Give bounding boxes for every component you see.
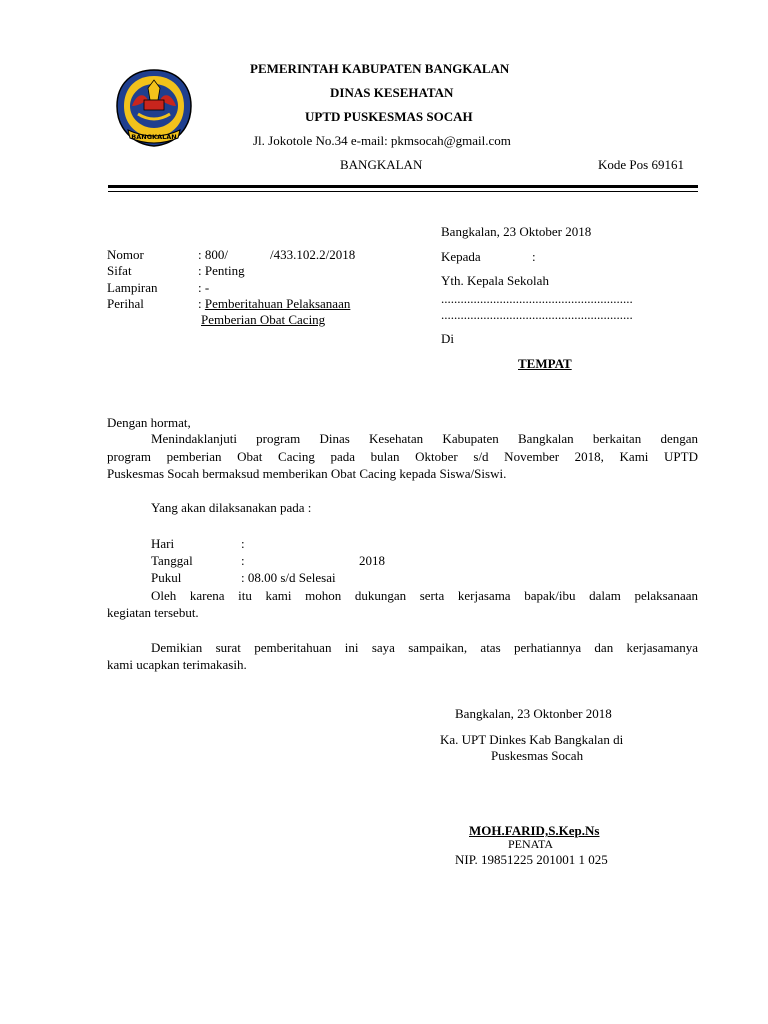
sifat-value: : Penting [198, 263, 245, 278]
lampiran-value: : - [198, 280, 210, 295]
bangkalan-emblem-icon [114, 66, 194, 150]
letterhead-office: UPTD PUSKESMAS SOCAH [305, 109, 473, 124]
tanggal-year: 2018 [359, 553, 385, 568]
pukul-value: : 08.00 s/d Selesai [241, 570, 336, 585]
recipient-name: Yth. Kepala Sekolah [441, 273, 549, 288]
tanggal-value: : [241, 553, 245, 568]
letterhead-city: BANGKALAN [340, 157, 423, 172]
kepada-colon: : [532, 249, 536, 264]
perihal-value [198, 296, 350, 312]
nomor-label: Nomor [107, 247, 144, 262]
paragraph-2-line-1: Oleh karena itu kami mohon dukungan serta kerjasama bapak/ibu dalam pelaksanaan [151, 588, 698, 603]
letterhead-postal-code: Kode Pos 69161 [598, 157, 684, 172]
signature-date: Bangkalan, 23 Oktonber 2018 [455, 706, 612, 721]
signer-rank: PENATA [508, 837, 554, 851]
letterhead-address: Jl. Jokotole No.34 e-mail: pkmsocah@gmail.com [253, 133, 511, 148]
paragraph-2-line-2: kegiatan tersebut. [107, 605, 199, 620]
signer-name: MOH.FARID,S.Kep.Ns [469, 823, 600, 838]
paragraph-1-line-3: Puskesmas Socah bermaksud memberikan Obat Cacing kepada Siswa/Siswi. [107, 466, 507, 481]
schedule-intro: Yang akan dilaksanakan pada : [151, 500, 312, 515]
nomor-suffix: /433.102.2/2018 [270, 247, 356, 262]
pukul-label: Pukul [151, 570, 182, 585]
perihal-label: Perihal [107, 296, 144, 311]
letterhead-department: DINAS KESEHATAN [330, 85, 454, 100]
lampiran-label: Lampiran [107, 280, 158, 295]
hari-label: Hari [151, 536, 175, 551]
signer-nip: NIP. 19851225 201001 1 025 [455, 852, 608, 867]
paragraph-1-line-2: program pemberian Obat Cacing pada bulan Oktober s/d November 2018, Kami UPTD [107, 449, 698, 464]
paragraph-3-line-1: Demikian surat pemberitahuan ini saya sampaikan, atas perhatiannya dan kerjasamanya [151, 640, 698, 655]
perihal-colon: : [198, 296, 205, 311]
paragraph-1-line-1: Menindaklanjuti program Dinas Kesehatan Kabupaten Bangkalan berkaitan dengan [151, 431, 698, 446]
letter-date: Bangkalan, 23 Oktober 2018 [441, 224, 592, 239]
recipient-dots-1: ........................................................... [441, 291, 633, 306]
paragraph-3-line-2: kami ucapkan terimakasih. [107, 657, 247, 672]
greeting: Dengan hormat, [107, 415, 191, 430]
nomor-value: : 800/ [198, 247, 228, 262]
tanggal-label: Tanggal [151, 553, 193, 568]
signature-title-line-1: Ka. UPT Dinkes Kab Bangkalan di [440, 732, 624, 747]
logo-text: BANGKALAN [131, 133, 177, 141]
signature-title-line-2: Puskesmas Socah [491, 748, 584, 763]
letterhead-government: PEMERINTAH KABUPATEN BANGKALAN [250, 61, 510, 76]
kepada-label: Kepada [441, 249, 481, 264]
sifat-label: Sifat [107, 263, 132, 278]
recipient-dots-2: ........................................................... [441, 307, 633, 322]
recipient-tempat: TEMPAT [518, 356, 572, 371]
letterhead-divider-thin [108, 191, 698, 192]
perihal-subject-line2: Pemberian Obat Cacing [201, 312, 326, 327]
perihal-subject-line1: Pemberitahuan Pelaksanaan [204, 296, 351, 311]
recipient-di: Di [441, 331, 454, 346]
hari-value: : [241, 536, 245, 551]
letterhead-divider-thick [108, 185, 698, 188]
